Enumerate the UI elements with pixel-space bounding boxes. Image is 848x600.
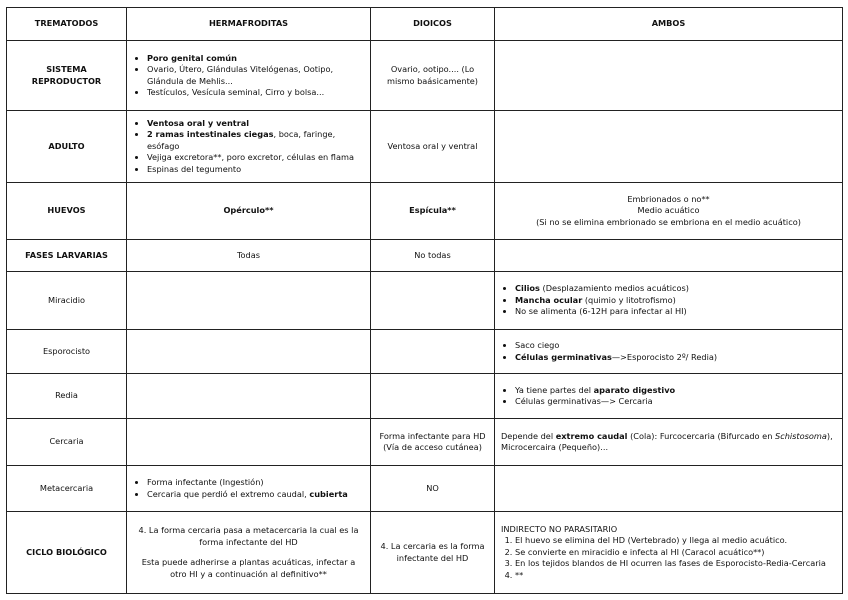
cell-ambos <box>495 240 843 272</box>
text-line: Embrionados o no** <box>627 193 710 204</box>
list-item: • Ventosa oral y ventral <box>147 118 364 130</box>
text-line: INDIRECTO NO PARASITARIO <box>501 523 618 534</box>
row-metacercaria <box>7 466 843 512</box>
row-label: Miracidio <box>7 272 127 330</box>
list-item: • Testículos, Vesícula seminal, Cirro y bolsa... <box>147 87 364 99</box>
row-label: CICLO BIOLÓGICO <box>7 512 127 594</box>
cell-hermafroditas <box>127 330 371 374</box>
text: Cercaria que perdió el extremo caudal, <box>147 488 310 499</box>
row-esporocisto <box>7 330 843 374</box>
list-item: • Vejiga excretora**, poro excretor, células en flama <box>147 152 364 164</box>
list-item: 2. Se convierte en miracidio e infecta al HI (Caracol acuático**) <box>515 547 836 559</box>
bold-text: Cilios <box>515 283 540 294</box>
row-label: ADULTO <box>7 111 127 183</box>
list-item <box>515 283 836 295</box>
bold-text: Células germinativas <box>515 351 612 362</box>
cell-dioicos: Espícula** <box>371 183 495 240</box>
list-item: • Poro genital común <box>147 53 364 65</box>
cell-dioicos: No todas <box>371 240 495 272</box>
cell-ambos <box>495 466 843 512</box>
list-item: • Ovario, Útero, Glándulas Vitelógenas, Ootipo, Glándula de Mehlis... <box>147 64 364 87</box>
row-sistema-reproductor <box>7 41 843 111</box>
cell-ambos <box>495 512 843 594</box>
list-item <box>147 129 364 152</box>
row-redia <box>7 374 843 419</box>
cell-hermafroditas <box>127 466 371 512</box>
row-label: Metacercaria <box>7 466 127 512</box>
header-ambos: AMBOS <box>495 8 843 41</box>
list-item <box>515 352 836 364</box>
bold-text: cubierta <box>309 488 348 499</box>
cell-hermafroditas: Opérculo** <box>127 183 371 240</box>
cell-dioicos <box>371 374 495 419</box>
cell-dioicos: 4. La cercaria es la forma infectante del HD <box>371 512 495 594</box>
cell-ambos <box>495 419 843 466</box>
row-label: Redia <box>7 374 127 419</box>
list-item: 4. ** <box>515 570 836 582</box>
cell-ambos <box>495 330 843 374</box>
cell-hermafroditas <box>127 41 371 111</box>
text: Ya tiene partes del <box>515 384 594 395</box>
text: , boca, faringe, esófago <box>147 129 336 151</box>
cell-hermafroditas <box>127 272 371 330</box>
list-item: 3. En los tejidos blandos de HI ocurren las fases de Esporocisto-Redia-Cercaria <box>515 558 836 570</box>
list-item <box>515 385 836 397</box>
bold-text: aparato digestivo <box>593 384 676 395</box>
cell-hermafroditas: Todas <box>127 240 371 272</box>
cell-dioicos: Ventosa oral y ventral <box>371 111 495 183</box>
row-adulto <box>7 111 843 183</box>
list-item: • Células germinativas—> Cercaria <box>515 396 836 408</box>
bold-text: Mancha ocular <box>515 294 583 305</box>
cell-ambos <box>495 111 843 183</box>
row-fases-larvarias <box>7 240 843 272</box>
row-ciclo-biologico <box>7 512 843 594</box>
cell-dioicos: NO <box>371 466 495 512</box>
text-line: Esta puede adherirse a plantas acuáticas, infectar a otro HI y a continuación al definitivo** <box>141 557 356 579</box>
cell-hermafroditas <box>127 512 371 594</box>
row-huevos <box>7 183 843 240</box>
text: —>Esporocisto 2º/ Redia) <box>611 351 718 362</box>
cell-dioicos: Ovario, ootipo.... (Lo mismo baásicamente) <box>371 41 495 111</box>
row-label: HUEVOS <box>7 183 127 240</box>
cell-hermafroditas <box>127 111 371 183</box>
row-miracidio <box>7 272 843 330</box>
row-label: Esporocisto <box>7 330 127 374</box>
text-line: (Si no se elimina embrionado se embriona en el medio acuático) <box>536 216 801 227</box>
cell-ambos <box>495 183 843 240</box>
list-item: • Espinas del tegumento <box>147 164 364 176</box>
text: (Desplazamiento medios acuáticos) <box>539 283 689 294</box>
cell-dioicos <box>371 272 495 330</box>
row-label: FASES LARVARIAS <box>7 240 127 272</box>
bold-text: 2 ramas intestinales ciegas <box>147 129 274 140</box>
list-item <box>147 489 364 501</box>
text: ), Microcercaira (Pequeño)... <box>501 430 833 452</box>
list-item: • Forma infectante (Ingestión) <box>147 477 364 489</box>
header-row <box>7 8 843 41</box>
header-trematodos: TREMATODOS <box>7 8 127 41</box>
list-item: • No se alimenta (6-12H para infectar al HI) <box>515 306 836 318</box>
italic-text: Schistosoma <box>775 430 827 441</box>
text: (quimio y litotrofismo) <box>582 294 676 305</box>
text-line: 4. La forma cercaria pasa a metacercaria la cual es la forma infectante del HD <box>138 525 359 547</box>
list-item: • Saco ciego <box>515 340 836 352</box>
header-dioicos: DIOICOS <box>371 8 495 41</box>
row-label: SISTEMA REPRODUCTOR <box>7 41 127 111</box>
row-cercaria <box>7 419 843 466</box>
text: Depende del <box>501 430 556 441</box>
cell-dioicos: Forma infectante para HD (Vía de acceso cutánea) <box>371 419 495 466</box>
header-hermafroditas: HERMAFRODITAS <box>127 8 371 41</box>
row-label: Cercaria <box>7 419 127 466</box>
list-item <box>515 295 836 307</box>
bold-text: extremo caudal <box>555 430 628 441</box>
cell-dioicos <box>371 330 495 374</box>
cell-ambos <box>495 41 843 111</box>
cell-hermafroditas <box>127 374 371 419</box>
cell-ambos <box>495 272 843 330</box>
list-item: 1. El huevo se elimina del HD (Vertebrado) y llega al medio acuático. <box>515 535 836 547</box>
cell-hermafroditas <box>127 419 371 466</box>
trematodos-table <box>6 7 843 594</box>
text-line: Medio acuático <box>637 205 700 216</box>
cell-ambos <box>495 374 843 419</box>
text: (Cola): Furcocercaria (Bifurcado en <box>627 430 775 441</box>
